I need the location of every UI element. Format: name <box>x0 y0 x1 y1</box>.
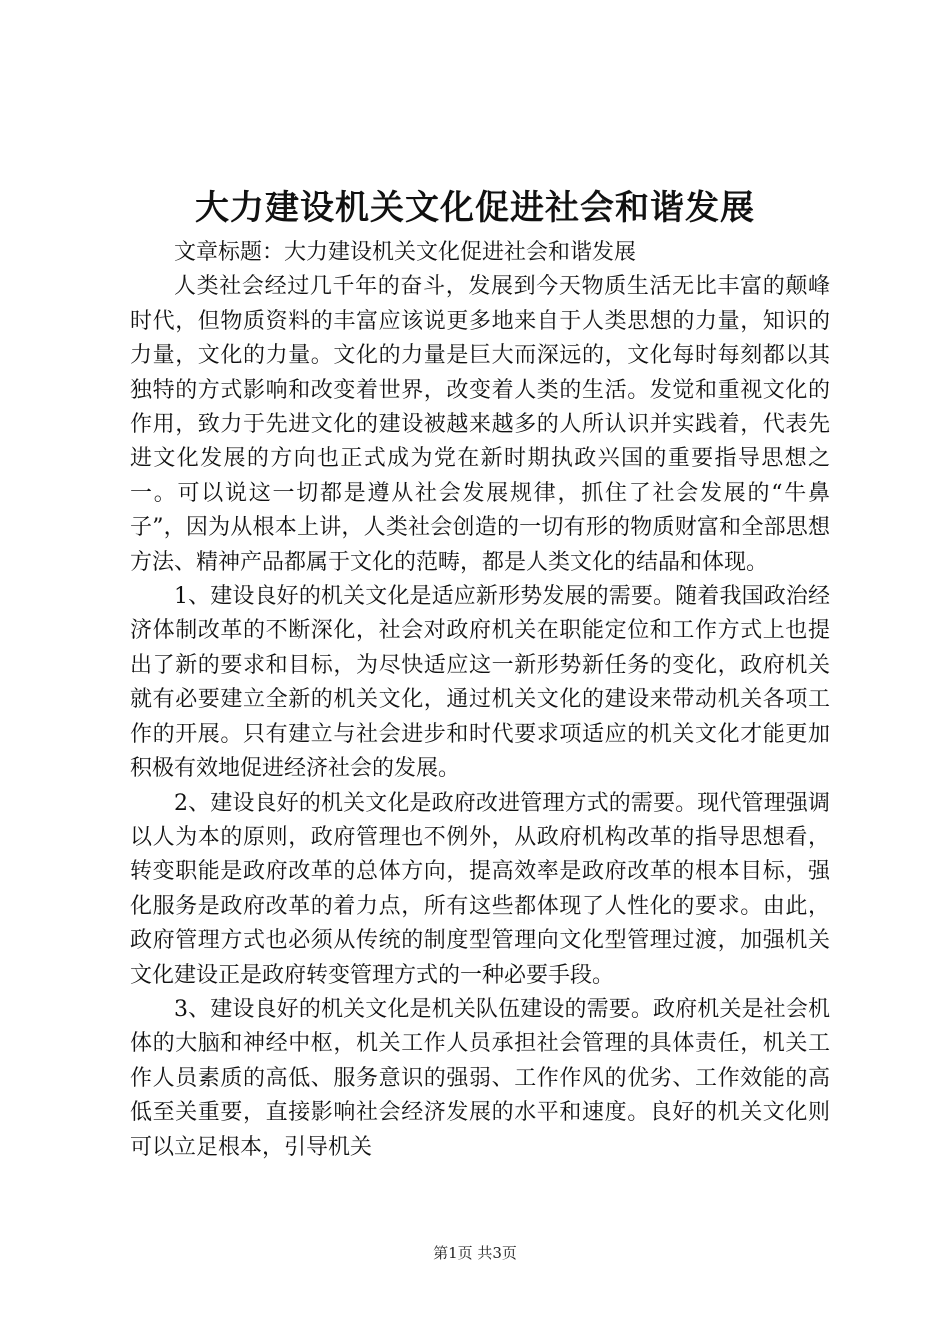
paragraph-intro: 人类社会经过几千年的奋斗，发展到今天物质生活无比丰富的颠峰时代，但物质资料的丰富应该说更多地来自于人类思想的力量，知识的力量，文化的力量。文化的力量是巨大而深远的，文化每时每刻都以其独特的方式影响和改变着世界，改变着人类的生活。发觉和重视文化的作用，致力于先进文化的建设被越来越多的人所认识并实践着，代表先进文化发展的方向也正式成为党在新时期执政兴国的重要指导思想之一。可以说这一切都是遵从社会发展规律，抓住了社会发展的“牛鼻子”，因为从根本上讲，人类社会创造的一切有形的物质财富和全部思想方法、精神产品都属于文化的范畴，都是人类文化的结晶和体现。 <box>130 274 830 575</box>
document-title: 大力建设机关文化促进社会和谐发展 <box>195 188 755 228</box>
paragraph-article-title: 文章标题：大力建设机关文化促进社会和谐发展 <box>174 240 637 265</box>
paragraph-point-1: 1、建设良好的机关文化是适应新形势发展的需要。随着我国政治经济体制改革的不断深化，社会对政府机关在职能定位和工作方式上也提出了新的要求和目标，为尽快适应这一新形势新任务的变化，政府机关就有必要建立全新的机关文化，通过机关文化的建设来带动机关各项工作的开展。只有建立与社会进步和时代要求项适应的机关文化才能更加积极有效地促进经济社会的发展。 <box>130 584 830 782</box>
paragraph-point-2: 2、建设良好的机关文化是政府改进管理方式的需要。现代管理强调以人为本的原则，政府管理也不例外，从政府机构改革的指导思想看，转变职能是政府改革的总体方向，提高效率是政府改革的根本目标，强化服务是政府改革的着力点，所有这些都体现了人性化的要求。由此，政府管理方式也必须从传统的制度型管理向文化型管理过渡，加强机关文化建设正是政府转变管理方式的一种必要手段。 <box>130 790 830 988</box>
paragraph-point-3: 3、建设良好的机关文化是机关队伍建设的需要。政府机关是社会机体的大脑和神经中枢，机关工作人员承担社会管理的具体责任，机关工作人员素质的高低、服务意识的强弱、工作作风的优劣、工作效能的高低至关重要，直接影响社会经济发展的水平和速度。良好的机关文化则可以立足根本，引导机关 <box>130 996 830 1160</box>
page-number-footer: 第1页 共3页 <box>433 1244 517 1262</box>
document-body <box>130 236 830 1165</box>
